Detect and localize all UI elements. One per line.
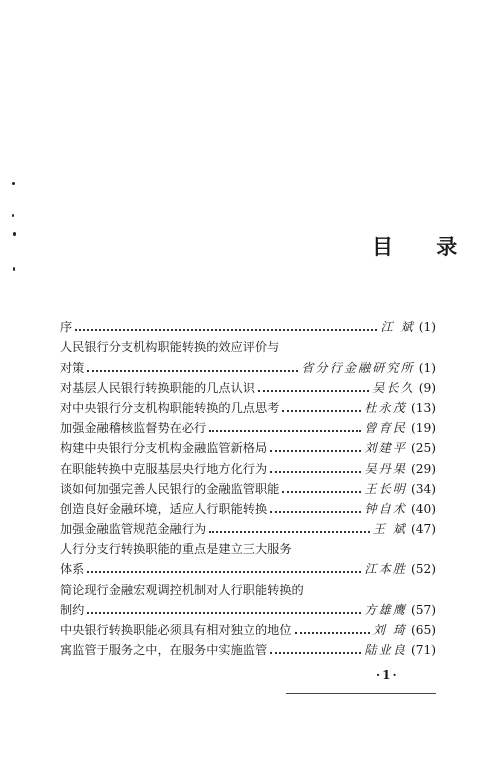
dot-leader bbox=[270, 471, 361, 473]
dot-leader bbox=[87, 612, 361, 614]
toc-entry-title-line[interactable] bbox=[60, 576, 436, 596]
toc-entry-title-line[interactable] bbox=[60, 536, 436, 556]
entry-page: (29) bbox=[410, 461, 436, 476]
dot-leader bbox=[282, 410, 361, 412]
entry-title: 人行分支行转换职能的重点是建立三大服务 bbox=[60, 542, 292, 557]
scan-speck bbox=[13, 232, 16, 236]
toc-entry[interactable] bbox=[60, 354, 436, 374]
entry-author: 曾育民 bbox=[364, 421, 407, 436]
entry-page: (1) bbox=[418, 360, 436, 375]
toc-entry[interactable] bbox=[60, 314, 436, 334]
entry-page: (1) bbox=[418, 320, 436, 335]
dot-leader bbox=[270, 511, 361, 513]
toc-entry[interactable] bbox=[60, 637, 436, 657]
entry-title: 体系 bbox=[60, 562, 85, 577]
dot-leader bbox=[295, 632, 370, 634]
dot-leader bbox=[209, 531, 369, 533]
entry-author: 方雄鹰 bbox=[364, 602, 407, 617]
entry-page: (34) bbox=[410, 481, 436, 496]
toc-entry[interactable] bbox=[60, 476, 436, 496]
dot-leader bbox=[209, 430, 361, 432]
toc-entry[interactable] bbox=[60, 395, 436, 415]
entry-title: 序 bbox=[60, 320, 73, 335]
entry-author: 王 斌 bbox=[372, 522, 407, 537]
entry-title: 谈如何加强完善人民银行的金融监管职能 bbox=[60, 481, 280, 496]
scan-speck bbox=[12, 182, 15, 185]
dot-leader bbox=[270, 450, 361, 452]
footer-rule bbox=[286, 693, 436, 694]
entry-author: 陆业良 bbox=[364, 643, 407, 658]
entry-title: 寓监管于服务之中，在服务中实施监管 bbox=[60, 643, 268, 658]
toc-entry[interactable] bbox=[60, 435, 436, 455]
entry-page: (13) bbox=[410, 400, 436, 415]
entry-title: 人民银行分支机构职能转换的效应评价与 bbox=[60, 340, 280, 355]
entry-title: 中央银行转换职能必须具有相对独立的地位 bbox=[60, 623, 292, 637]
entry-author: 江本胜 bbox=[364, 562, 407, 577]
entry-page: (19) bbox=[410, 421, 436, 436]
entry-author: 钟自术 bbox=[364, 501, 407, 516]
toc-entry[interactable] bbox=[60, 516, 436, 536]
entry-page: (71) bbox=[410, 643, 436, 658]
toc-entry[interactable] bbox=[60, 556, 436, 576]
scan-speck bbox=[13, 267, 15, 271]
entry-title: 在职能转换中克服基层央行地方化行为 bbox=[60, 461, 268, 476]
entry-page: (40) bbox=[410, 501, 436, 516]
entry-page: (47) bbox=[410, 522, 436, 537]
toc-entry[interactable] bbox=[60, 455, 436, 475]
dot-leader bbox=[270, 652, 361, 654]
entry-title: 加强金融稽核监督势在必行 bbox=[60, 421, 207, 436]
toc-entry-title-line[interactable] bbox=[60, 334, 436, 354]
entry-title: 创造良好金融环境，适应人行职能转换 bbox=[60, 501, 268, 516]
entry-title: 简论现行金融宏观调控机制对人行职能转换的 bbox=[60, 582, 304, 597]
toc-entry[interactable] bbox=[60, 496, 436, 516]
entry-author: 吴丹果 bbox=[364, 461, 407, 476]
entry-author: 刘 琦 bbox=[372, 623, 407, 637]
entry-author: 杜永茂 bbox=[364, 400, 407, 415]
dot-leader bbox=[282, 491, 361, 493]
toc-entry[interactable] bbox=[60, 617, 436, 637]
entry-title: 加强金融监管规范金融行为 bbox=[60, 522, 207, 537]
toc-entry[interactable] bbox=[60, 375, 436, 395]
scan-speck bbox=[12, 214, 14, 217]
entry-page: (65) bbox=[410, 623, 436, 637]
entry-page: (9) bbox=[418, 380, 436, 395]
entry-author: 吴长久 bbox=[372, 380, 415, 395]
entry-title: 对基层人民银行转换职能的几点认识 bbox=[60, 380, 255, 395]
entry-author: 王长明 bbox=[364, 481, 407, 496]
toc-entry[interactable] bbox=[60, 415, 436, 435]
entry-title: 对中央银行分支机构职能转换的几点思考 bbox=[60, 400, 280, 415]
entry-author: 省分行金融研究所 bbox=[301, 360, 415, 375]
toc-entry[interactable] bbox=[60, 597, 436, 617]
entry-page: (52) bbox=[410, 562, 436, 577]
entry-title: 构建中央银行分支机构金融监管新格局 bbox=[60, 441, 268, 456]
entry-page: (57) bbox=[410, 602, 436, 617]
dot-leader bbox=[87, 571, 361, 573]
dot-leader bbox=[258, 390, 369, 392]
entry-page: (25) bbox=[410, 441, 436, 456]
dot-leader bbox=[87, 370, 298, 372]
toc-heading: 目 录 bbox=[372, 234, 476, 259]
entry-title: 对策 bbox=[60, 360, 85, 375]
entry-author: 刘建平 bbox=[364, 441, 407, 456]
entry-author: 江 斌 bbox=[380, 320, 415, 335]
table-of-contents bbox=[60, 314, 436, 657]
dot-leader bbox=[75, 329, 377, 331]
entry-title: 制约 bbox=[60, 602, 85, 617]
page-number: ·1· bbox=[376, 668, 399, 682]
